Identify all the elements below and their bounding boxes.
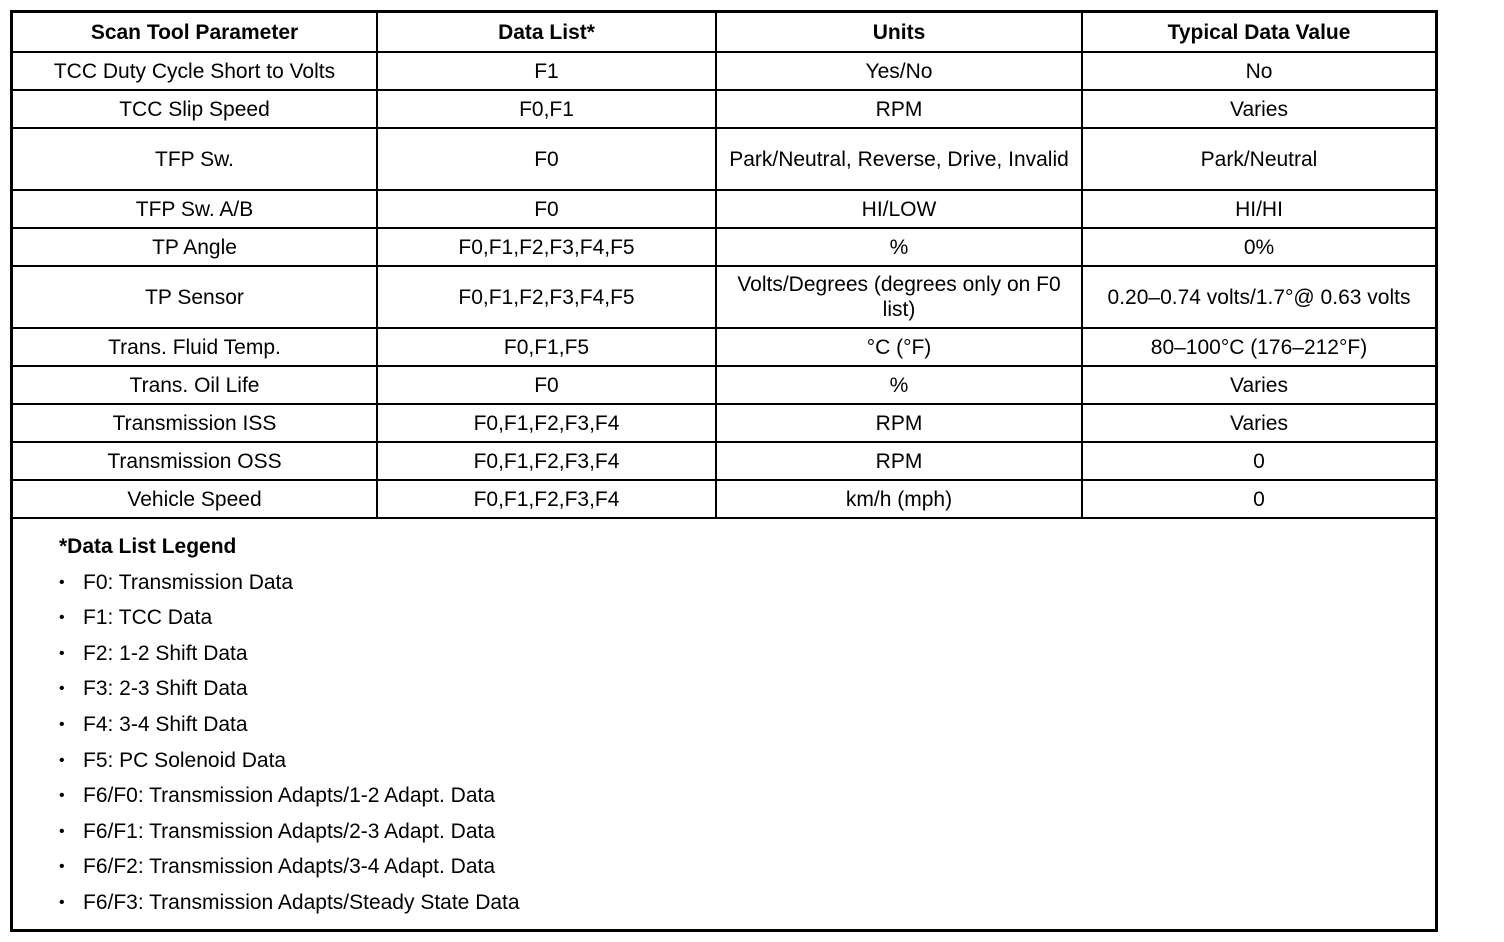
cell-parameter: TFP Sw.	[13, 128, 377, 190]
header-data-list: Data List*	[377, 13, 716, 52]
cell-typical-value: 0.20–0.74 volts/1.7°@ 0.63 volts	[1082, 266, 1435, 328]
cell-typical-value: Varies	[1082, 366, 1435, 404]
cell-parameter: TCC Slip Speed	[13, 90, 377, 128]
cell-data-list: F0,F1,F5	[377, 328, 716, 366]
table-header-row	[13, 13, 1435, 52]
bullet-icon: •	[59, 787, 65, 805]
cell-typical-value: No	[1082, 52, 1435, 90]
table-row	[13, 228, 1435, 266]
list-item	[59, 636, 1435, 672]
legend-item-label: F6/F0: Transmission Adapts/1-2 Adapt. Data	[83, 784, 496, 808]
list-item	[59, 743, 1435, 779]
table-row	[13, 266, 1435, 328]
cell-typical-value: HI/HI	[1082, 190, 1435, 228]
cell-units: RPM	[716, 404, 1082, 442]
cell-parameter: TCC Duty Cycle Short to Volts	[13, 52, 377, 90]
header-typical-data-value: Typical Data Value	[1082, 13, 1435, 52]
legend-list	[59, 565, 1435, 921]
data-list-legend	[13, 519, 1435, 929]
scan-tool-parameter-table	[13, 13, 1435, 519]
table-row	[13, 128, 1435, 190]
cell-data-list: F1	[377, 52, 716, 90]
cell-parameter: Trans. Fluid Temp.	[13, 328, 377, 366]
cell-parameter: TP Sensor	[13, 266, 377, 328]
bullet-icon: •	[59, 680, 65, 698]
table-row	[13, 480, 1435, 518]
list-item	[59, 565, 1435, 601]
cell-parameter: Transmission ISS	[13, 404, 377, 442]
cell-units: Volts/Degrees (degrees only on F0 list)	[716, 266, 1082, 328]
legend-title: *Data List Legend	[59, 535, 237, 558]
cell-data-list: F0,F1,F2,F3,F4	[377, 442, 716, 480]
cell-typical-value: Varies	[1082, 404, 1435, 442]
list-item	[59, 707, 1435, 743]
legend-item-label: F0: Transmission Data	[83, 570, 294, 594]
list-item	[59, 600, 1435, 636]
legend-item-label: F5: PC Solenoid Data	[83, 748, 287, 772]
header-units: Units	[716, 13, 1082, 52]
table-row	[13, 52, 1435, 90]
cell-units: °C (°F)	[716, 328, 1082, 366]
cell-data-list: F0	[377, 366, 716, 404]
cell-data-list: F0,F1,F2,F3,F4,F5	[377, 266, 716, 328]
bullet-icon: •	[59, 644, 65, 662]
cell-data-list: F0	[377, 128, 716, 190]
header-scan-tool-parameter: Scan Tool Parameter	[13, 13, 377, 52]
cell-data-list: F0,F1,F2,F3,F4	[377, 480, 716, 518]
table-row	[13, 328, 1435, 366]
list-item	[59, 849, 1435, 885]
cell-typical-value: 0%	[1082, 228, 1435, 266]
bullet-icon: •	[59, 715, 65, 733]
legend-item-label: F6/F2: Transmission Adapts/3-4 Adapt. Data	[83, 855, 496, 879]
cell-parameter: TFP Sw. A/B	[13, 190, 377, 228]
legend-item-label: F2: 1-2 Shift Data	[83, 641, 248, 665]
legend-item-label: F6/F3: Transmission Adapts/Steady State Data	[83, 890, 520, 914]
legend-item-label: F4: 3-4 Shift Data	[83, 712, 248, 736]
cell-parameter: Transmission OSS	[13, 442, 377, 480]
table-row	[13, 442, 1435, 480]
cell-parameter: Trans. Oil Life	[13, 366, 377, 404]
bullet-icon: •	[59, 858, 65, 876]
cell-data-list: F0,F1,F2,F3,F4	[377, 404, 716, 442]
cell-parameter: TP Angle	[13, 228, 377, 266]
list-item	[59, 671, 1435, 707]
cell-units: RPM	[716, 90, 1082, 128]
table-row	[13, 190, 1435, 228]
cell-units: %	[716, 228, 1082, 266]
legend-item-label: F3: 2-3 Shift Data	[83, 677, 248, 701]
cell-typical-value: Park/Neutral	[1082, 128, 1435, 190]
bullet-icon: •	[59, 573, 65, 591]
cell-data-list: F0,F1,F2,F3,F4,F5	[377, 228, 716, 266]
cell-data-list: F0,F1	[377, 90, 716, 128]
cell-typical-value: 80–100°C (176–212°F)	[1082, 328, 1435, 366]
cell-units: Yes/No	[716, 52, 1082, 90]
list-item	[59, 814, 1435, 850]
cell-units: HI/LOW	[716, 190, 1082, 228]
cell-typical-value: 0	[1082, 480, 1435, 518]
legend-item-label: F1: TCC Data	[83, 606, 213, 630]
bullet-icon: •	[59, 609, 65, 627]
list-item	[59, 885, 1435, 921]
table-row	[13, 90, 1435, 128]
cell-typical-value: Varies	[1082, 90, 1435, 128]
cell-parameter: Vehicle Speed	[13, 480, 377, 518]
table-row	[13, 366, 1435, 404]
cell-data-list: F0	[377, 190, 716, 228]
cell-typical-value: 0	[1082, 442, 1435, 480]
bullet-icon: •	[59, 822, 65, 840]
list-item	[59, 778, 1435, 814]
cell-units: Park/Neutral, Reverse, Drive, Invalid	[716, 128, 1082, 190]
legend-item-label: F6/F1: Transmission Adapts/2-3 Adapt. Data	[83, 819, 496, 843]
bullet-icon: •	[59, 751, 65, 769]
bullet-icon: •	[59, 893, 65, 911]
table-row	[13, 404, 1435, 442]
cell-units: %	[716, 366, 1082, 404]
cell-units: RPM	[716, 442, 1082, 480]
cell-units: km/h (mph)	[716, 480, 1082, 518]
scan-tool-data-document	[10, 10, 1438, 932]
